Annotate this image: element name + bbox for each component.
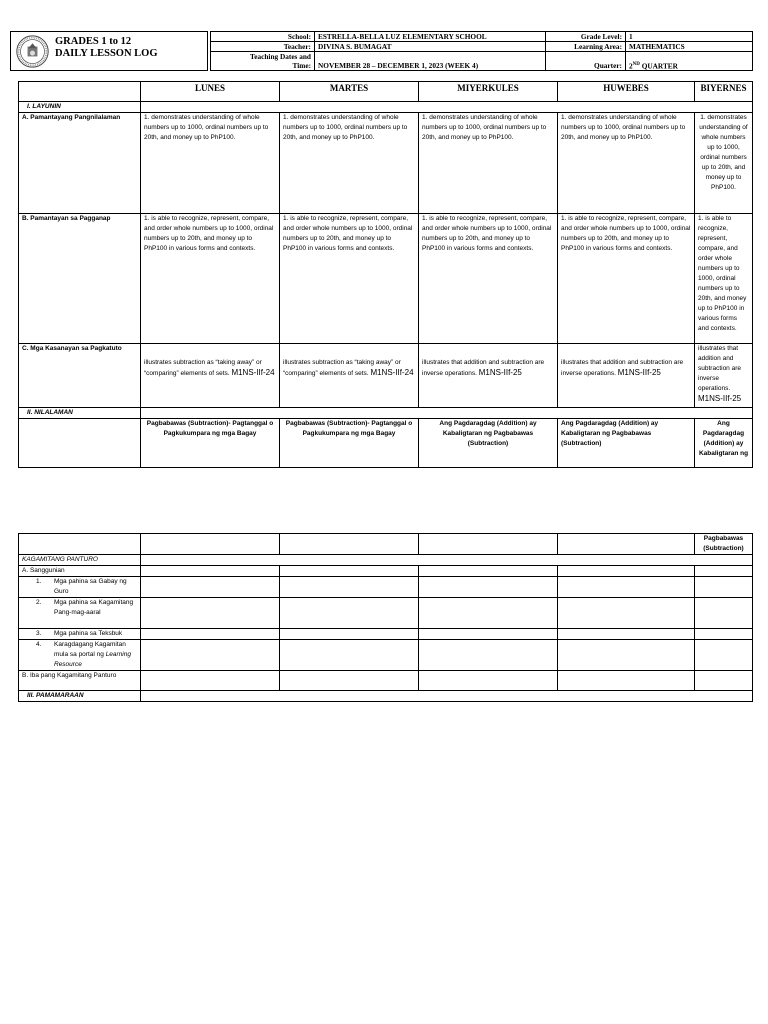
- lesson-log-table: [18, 81, 753, 468]
- competency-code-lunes: M1NS-IIf-24: [231, 368, 275, 377]
- karagdagang-huwebes: [558, 640, 695, 671]
- section-layunin: I. LAYUNIN: [19, 102, 141, 113]
- cell-competency-huwebes: [558, 344, 695, 408]
- content-biyernes: Ang Pagdaragdag (Addition) ay Kabaligtaran ng: [695, 419, 753, 468]
- competency-text-huwebes: illustrates that addition and subtraction are inverse operations.: [561, 359, 684, 377]
- item2-number: 2.: [36, 599, 42, 606]
- day-header-huwebes: HUWEBES: [558, 82, 695, 102]
- cell-content-standard-martes: 1. demonstrates understanding of whole numbers up to 1000, ordinal numbers up to 20th, and money up to PhP100.: [280, 113, 419, 214]
- competency-text-martes: illustrates subtraction as “taking away” or “comparing” elements of sets.: [283, 359, 401, 377]
- iba-martes: [280, 671, 419, 691]
- continued-lunes-blank: [141, 534, 280, 555]
- row-label-pamantayan-sa-pagganap: B. Pamantayan sa Pagganap: [19, 214, 141, 344]
- grade-level-value: 1: [626, 32, 753, 42]
- school-label: School:: [211, 32, 315, 42]
- sanggunian-lunes: [141, 566, 280, 577]
- school-value: ESTRELLA-BELLA LUZ ELEMENTARY SCHOOL: [315, 32, 546, 42]
- item4-learning-resource: Learning Resource: [54, 651, 131, 668]
- teaching-dates-label-line1: Teaching Dates and: [250, 52, 311, 61]
- sanggunian-martes: [280, 566, 419, 577]
- content-huwebes: Ang Pagdaragdag (Addition) ay Kabaligtaran ng Pagbabawas (Subtraction): [558, 419, 695, 468]
- karagdagang-miyerkules: [419, 640, 558, 671]
- gabay-biyernes: [695, 577, 753, 598]
- competency-code-huwebes: M1NS-IIf-25: [617, 368, 661, 377]
- teaching-dates-label-line2: Time:: [292, 61, 311, 70]
- competency-text-biyernes: illustrates that addition and subtraction are inverse operations.: [698, 345, 741, 392]
- header-title-line1: GRADES 1 to 12: [55, 36, 132, 47]
- row-label-teksbuk: [19, 629, 141, 640]
- teacher-label: Teacher:: [211, 42, 315, 52]
- quarter-suffix: ND: [632, 61, 640, 67]
- content-biyernes-continued: Pagbabawas (Subtraction): [695, 534, 753, 555]
- cell-content-standard-miyerkules: 1. demonstrates understanding of whole numbers up to 1000, ordinal numbers up to 20th, and money up to PhP100.: [419, 113, 558, 214]
- cell-performance-standard-lunes: 1. is able to recognize, represent, compare, and order whole numbers up to 1000, ordinal numbers up to 20th, and money up to PhP100 in various forms and contexts.: [141, 214, 280, 344]
- cell-performance-standard-martes: 1. is able to recognize, represent, compare, and order whole numbers up to 1000, ordinal numbers up to 20th, and money up to PhP100 in various forms and contexts.: [280, 214, 419, 344]
- day-header-blank: [19, 82, 141, 102]
- quarter-word: QUARTER: [639, 61, 678, 70]
- learning-area-value: MATHEMATICS: [626, 42, 753, 52]
- gabay-lunes: [141, 577, 280, 598]
- competency-text-miyerkules: illustrates that addition and subtraction are inverse operations.: [422, 359, 545, 377]
- continued-martes-blank: [280, 534, 419, 555]
- cell-competency-miyerkules: [419, 344, 558, 408]
- gabay-miyerkules: [419, 577, 558, 598]
- cell-content-standard-lunes: 1. demonstrates understanding of whole numbers up to 1000, ordinal numbers up to 20th, and money up to PhP100.: [141, 113, 280, 214]
- cell-content-standard-biyernes: 1. demonstrates understanding of whole numbers up to 1000, ordinal numbers up to 20th, and money up to PhP100.: [695, 113, 753, 214]
- item2-label: Mga pahina sa Kagamitang Pang-mag-aaral: [54, 599, 134, 616]
- teksbuk-huwebes: [558, 629, 695, 640]
- teksbuk-miyerkules: [419, 629, 558, 640]
- competency-code-martes: M1NS-IIf-24: [370, 368, 414, 377]
- item3-number: 3.: [36, 630, 42, 637]
- day-header-biyernes: BIYERNES: [695, 82, 753, 102]
- row-label-gabay-ng-guro: [19, 577, 141, 598]
- competency-code-biyernes: M1NS-IIf-25: [698, 394, 742, 403]
- gabay-martes: [280, 577, 419, 598]
- pang-mag-aaral-huwebes: [558, 598, 695, 629]
- continued-miyerkules-blank: [419, 534, 558, 555]
- sanggunian-miyerkules: [419, 566, 558, 577]
- teksbuk-biyernes: [695, 629, 753, 640]
- content-martes: Pagbabawas (Subtraction)- Pagtanggal o Pagkukumpara ng mga Bagay: [280, 419, 419, 468]
- cell-content-standard-huwebes: 1. demonstrates understanding of whole numbers up to 1000, ordinal numbers up to 20th, and money up to PhP100.: [558, 113, 695, 214]
- cell-competency-biyernes: [695, 344, 753, 408]
- cell-performance-standard-biyernes: 1. is able to recognize, represent, compare, and order whole numbers up to 1000, ordinal numbers up to 20th, and money up to PhP100 in various forms and contexts.: [695, 214, 753, 344]
- day-header-martes: MARTES: [280, 82, 419, 102]
- row-label-kasanayan: C. Mga Kasanayan sa Pagkatuto: [19, 344, 141, 408]
- section-nilalaman-blank: [141, 408, 753, 419]
- cell-competency-martes: [280, 344, 419, 408]
- grade-level-label: Grade Level:: [546, 32, 626, 42]
- item3-label: Mga pahina sa Teksbuk: [54, 630, 123, 637]
- day-header-miyerkules: MIYERKULES: [419, 82, 558, 102]
- header-title: [55, 36, 158, 60]
- pang-mag-aaral-lunes: [141, 598, 280, 629]
- teksbuk-martes: [280, 629, 419, 640]
- section-nilalaman: II. NILALAMAN: [19, 408, 141, 419]
- quarter-label: Quarter:: [546, 52, 626, 71]
- lesson-log-table-continued: [18, 533, 753, 702]
- section-pamamaraan-blank: [141, 691, 753, 702]
- cell-performance-standard-huwebes: 1. is able to recognize, represent, compare, and order whole numbers up to 1000, ordinal numbers up to 20th, and money up to PhP100 in various forms and contexts.: [558, 214, 695, 344]
- content-label-blank: [19, 419, 141, 468]
- cell-competency-lunes: [141, 344, 280, 408]
- pang-mag-aaral-martes: [280, 598, 419, 629]
- pang-mag-aaral-miyerkules: [419, 598, 558, 629]
- content-miyerkules: Ang Pagdaragdag (Addition) ay Kabaligtaran ng Pagbabawas (Subtraction): [419, 419, 558, 468]
- info-table: [210, 31, 753, 71]
- learning-area-label: Learning Area:: [546, 42, 626, 52]
- item4-label: Karagdagang Kagamitan mula sa portal ng: [54, 641, 126, 658]
- gabay-huwebes: [558, 577, 695, 598]
- sanggunian-biyernes: [695, 566, 753, 577]
- continued-huwebes-blank: [558, 534, 695, 555]
- teacher-value: DIVINA S. BUMAGAT: [315, 42, 546, 52]
- competency-code-miyerkules: M1NS-IIf-25: [478, 368, 522, 377]
- iba-miyerkules: [419, 671, 558, 691]
- karagdagang-martes: [280, 640, 419, 671]
- cell-performance-standard-miyerkules: 1. is able to recognize, represent, compare, and order whole numbers up to 1000, ordinal numbers up to 20th, and money up to PhP100 in various forms and contexts.: [419, 214, 558, 344]
- iba-huwebes: [558, 671, 695, 691]
- iba-biyernes: [695, 671, 753, 691]
- quarter-number: 2: [629, 61, 633, 70]
- sanggunian-huwebes: [558, 566, 695, 577]
- teaching-dates-label: [211, 52, 315, 71]
- quarter-value: [626, 52, 753, 71]
- section-kagamitang-panturo: KAGAMITANG PANTURO: [19, 555, 141, 566]
- teksbuk-lunes: [141, 629, 280, 640]
- section-layunin-blank: [141, 102, 753, 113]
- karagdagang-biyernes: [695, 640, 753, 671]
- content-lunes: Pagbabawas (Subtraction)- Pagtanggal o Pagkukumpara ng mga Bagay: [141, 419, 280, 468]
- item1-label: Mga pahina sa Gabay ng Guro: [54, 578, 127, 595]
- header-title-line2: DAILY LESSON LOG: [55, 48, 158, 59]
- row-label-kagamitang-pang-mag-aaral: [19, 598, 141, 629]
- deped-seal-icon: [16, 35, 49, 68]
- item4-number: 4.: [36, 641, 42, 648]
- competency-text-lunes: illustrates subtraction as “taking away” or “comparing” elements of sets.: [144, 359, 262, 377]
- pang-mag-aaral-biyernes: [695, 598, 753, 629]
- section-kagamitan-blank: [141, 555, 753, 566]
- row-label-pamantayang-pangnilalaman: A. Pamantayang Pangnilalaman: [19, 113, 141, 214]
- iba-lunes: [141, 671, 280, 691]
- item1-number: 1.: [36, 578, 42, 585]
- teaching-dates-value: NOVEMBER 28 – DECEMBER 1, 2023 (WEEK 4): [315, 52, 546, 71]
- continued-label-blank: [19, 534, 141, 555]
- row-label-sanggunian: A. Sanggunian: [19, 566, 141, 577]
- karagdagang-lunes: [141, 640, 280, 671]
- header-title-box: [10, 31, 208, 71]
- row-label-iba-pang-kagamitan: B. Iba pang Kagamitang Panturo: [19, 671, 141, 691]
- section-pamamaraan: III. PAMAMARAAN: [19, 691, 141, 702]
- row-label-karagdagang-kagamitan: [19, 640, 141, 671]
- day-header-lunes: LUNES: [141, 82, 280, 102]
